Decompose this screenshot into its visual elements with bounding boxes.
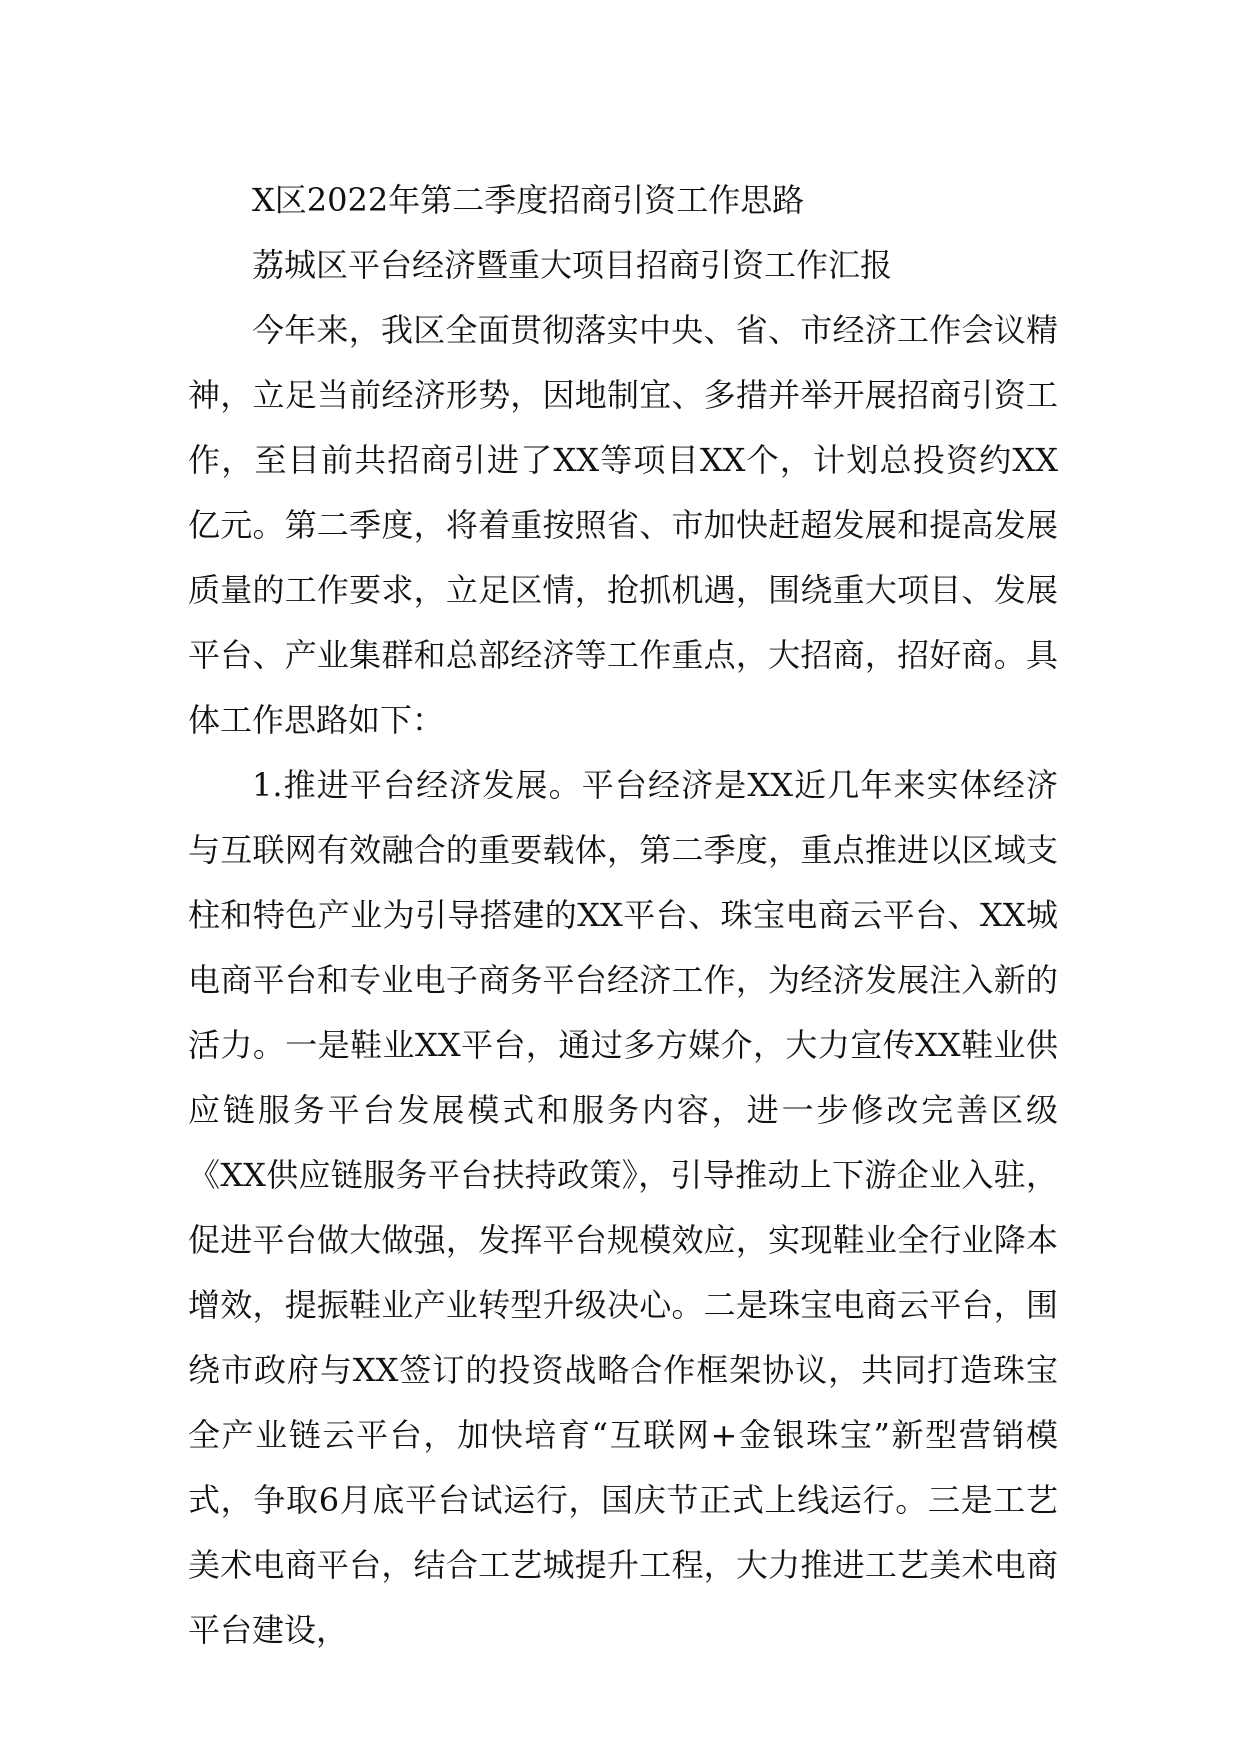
paragraph-platform-economy: 1.推进平台经济发展。平台经济是XX近几年来实体经济与互联网有效融合的重要载体，第二季度，重点推进以区域支柱和特色产业为引导搭建的XX平台、珠宝电商云平台、XX城电商平台和专业电子商务平台经济工作，为经济发展注入新的活力。一是鞋业XX平台，通过多方媒介，大力宣传XX鞋业供应链服务平台发展模式和服务内容，进一步修改完善区级《XX供应链服务平台扶持政策》，引导推动上下游企业入驻，促进平台做大做强，发挥平台规模效应，实现鞋业全行业降本增效，提振鞋业产业转型升级决心。二是珠宝电商云平台，围绕市政府与XX签订的投资战略合作框架协议，共同打造珠宝全产业链云平台，加快培育“互联网+金银珠宝”新型营销模式，争取6月底平台试运行，国庆节正式上线运行。三是工艺美术电商平台，结合工艺城提升工程，大力推进工艺美术电商平台建设， xyxy=(188,766,1058,1649)
paragraph-intro: 今年来，我区全面贯彻落实中央、省、市经济工作会议精神，立足当前经济形势，因地制宜、多措并举开展招商引资工作，至目前共招商引进了XX等项目XX个，计划总投资约XX亿元。第二季度，将着重按照省、市加快赶超发展和提高发展质量的工作要求，立足区情，抢抓机遇，围绕重大项目、发展平台、产业集群和总部经济等工作重点，大招商，招好商。具体工作思路如下： xyxy=(188,311,1058,739)
document-title: X区2022年第二季度招商引资工作思路 xyxy=(252,181,805,219)
document-subtitle: 荔城区平台经济暨重大项目招商引资工作汇报 xyxy=(252,246,893,284)
document-body xyxy=(188,168,1058,1663)
